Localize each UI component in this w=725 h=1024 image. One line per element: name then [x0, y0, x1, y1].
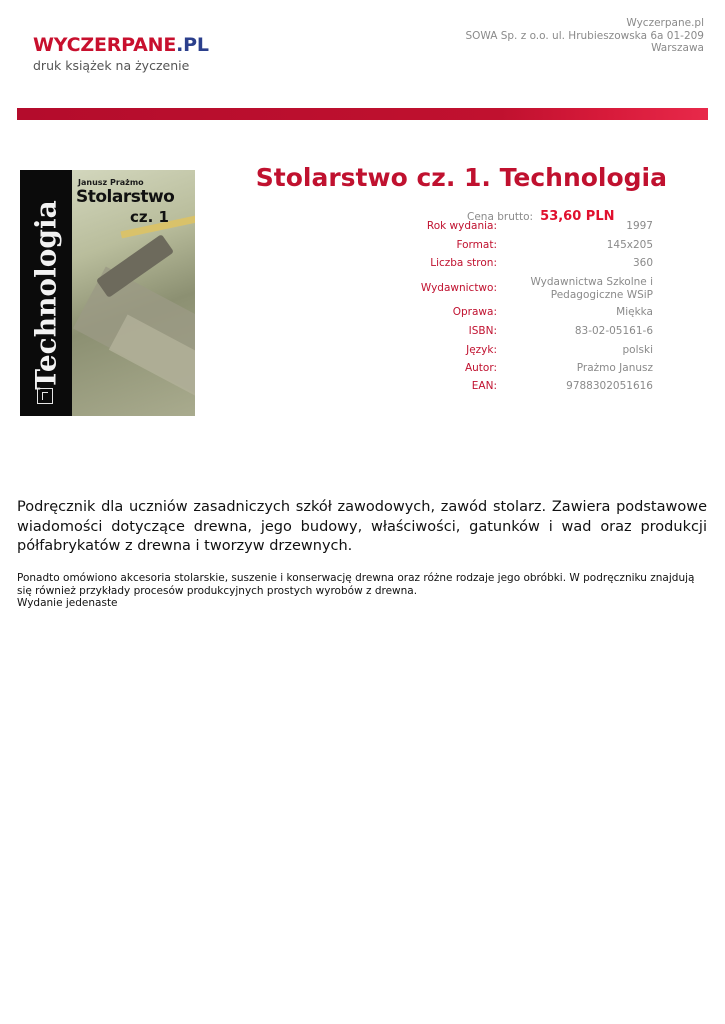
attr-value-format: 145x205 — [606, 239, 653, 251]
attr-label-ean: EAN: — [471, 380, 497, 392]
price-label: Cena brutto: — [467, 211, 534, 223]
description-extra-block — [17, 572, 709, 610]
attr-label-format: Format: — [456, 239, 497, 251]
attr-label-year: Rok wydania: — [426, 220, 497, 232]
cover-author: Janusz Prażmo — [78, 178, 144, 187]
logo-tagline: druk książek na życzenie — [33, 58, 190, 73]
cover-spine-text: Technologia — [29, 200, 63, 390]
cover-subtitle: cz. 1 — [130, 208, 169, 226]
logo-text-blue: .PL — [176, 34, 209, 56]
attr-label-isbn: ISBN: — [468, 325, 497, 337]
description-main: Podręcznik dla uczniów zasadniczych szkół zawodowych, zawód stolarz. Zawiera podstawowe wiadomości dotyczące drewna, jego budowy, właściwości, gatunków i wad oraz produkcji półfabrykatów z drewna i tworzyw drzewnych. — [17, 499, 707, 554]
product-title: Stolarstwo cz. 1. Technologia — [255, 163, 667, 192]
attr-label-binding: Oprawa: — [452, 306, 497, 318]
logo-wordmark — [33, 34, 209, 56]
company-address: SOWA Sp. z o.o. ul. Hrubieszowska 6a 01-209 — [465, 29, 704, 42]
attr-value-publisher: Wydawnictwa Szkolne i Pedagogiczne WSiP — [530, 276, 653, 301]
site-logo[interactable] — [33, 34, 209, 73]
attr-label-pages: Liczba stron: — [430, 257, 497, 269]
attr-value-pages: 360 — [632, 257, 653, 269]
attr-label-author: Autor: — [464, 362, 497, 374]
attr-value-language: polski — [622, 344, 653, 356]
logo-text-red: WYCZERPANE — [33, 34, 177, 56]
wsip-logo-icon — [37, 388, 53, 404]
attr-value-year: 1997 — [626, 220, 653, 232]
price-value: 53,60 PLN — [540, 209, 615, 224]
company-info — [465, 17, 704, 55]
description-extra: Ponadto omówiono akcesoria stolarskie, suszenie i konserwację drewna oraz różne rodzaje jego obróbki. W podręczniku znajdują się również przykłady procesów produkcyjnych prostych wyrobów z drewna. — [17, 572, 695, 597]
attr-label-publisher: Wydawnictwo: — [420, 282, 497, 294]
cover-spine — [20, 170, 72, 416]
header-divider-bar — [17, 108, 708, 120]
attr-value-binding: Miękka — [616, 306, 653, 318]
edition-note: Wydanie jedenaste — [17, 597, 118, 609]
attr-value-author: Prażmo Janusz — [576, 362, 653, 374]
attr-value-isbn: 83-02-05161-6 — [574, 325, 653, 337]
company-name: Wyczerpane.pl — [626, 17, 704, 29]
cover-title: Stolarstwo — [76, 187, 175, 207]
company-city: Warszawa — [651, 42, 704, 54]
book-cover-image — [20, 170, 195, 416]
attr-label-language: Język: — [466, 344, 497, 356]
attr-value-ean: 9788302051616 — [566, 380, 653, 392]
